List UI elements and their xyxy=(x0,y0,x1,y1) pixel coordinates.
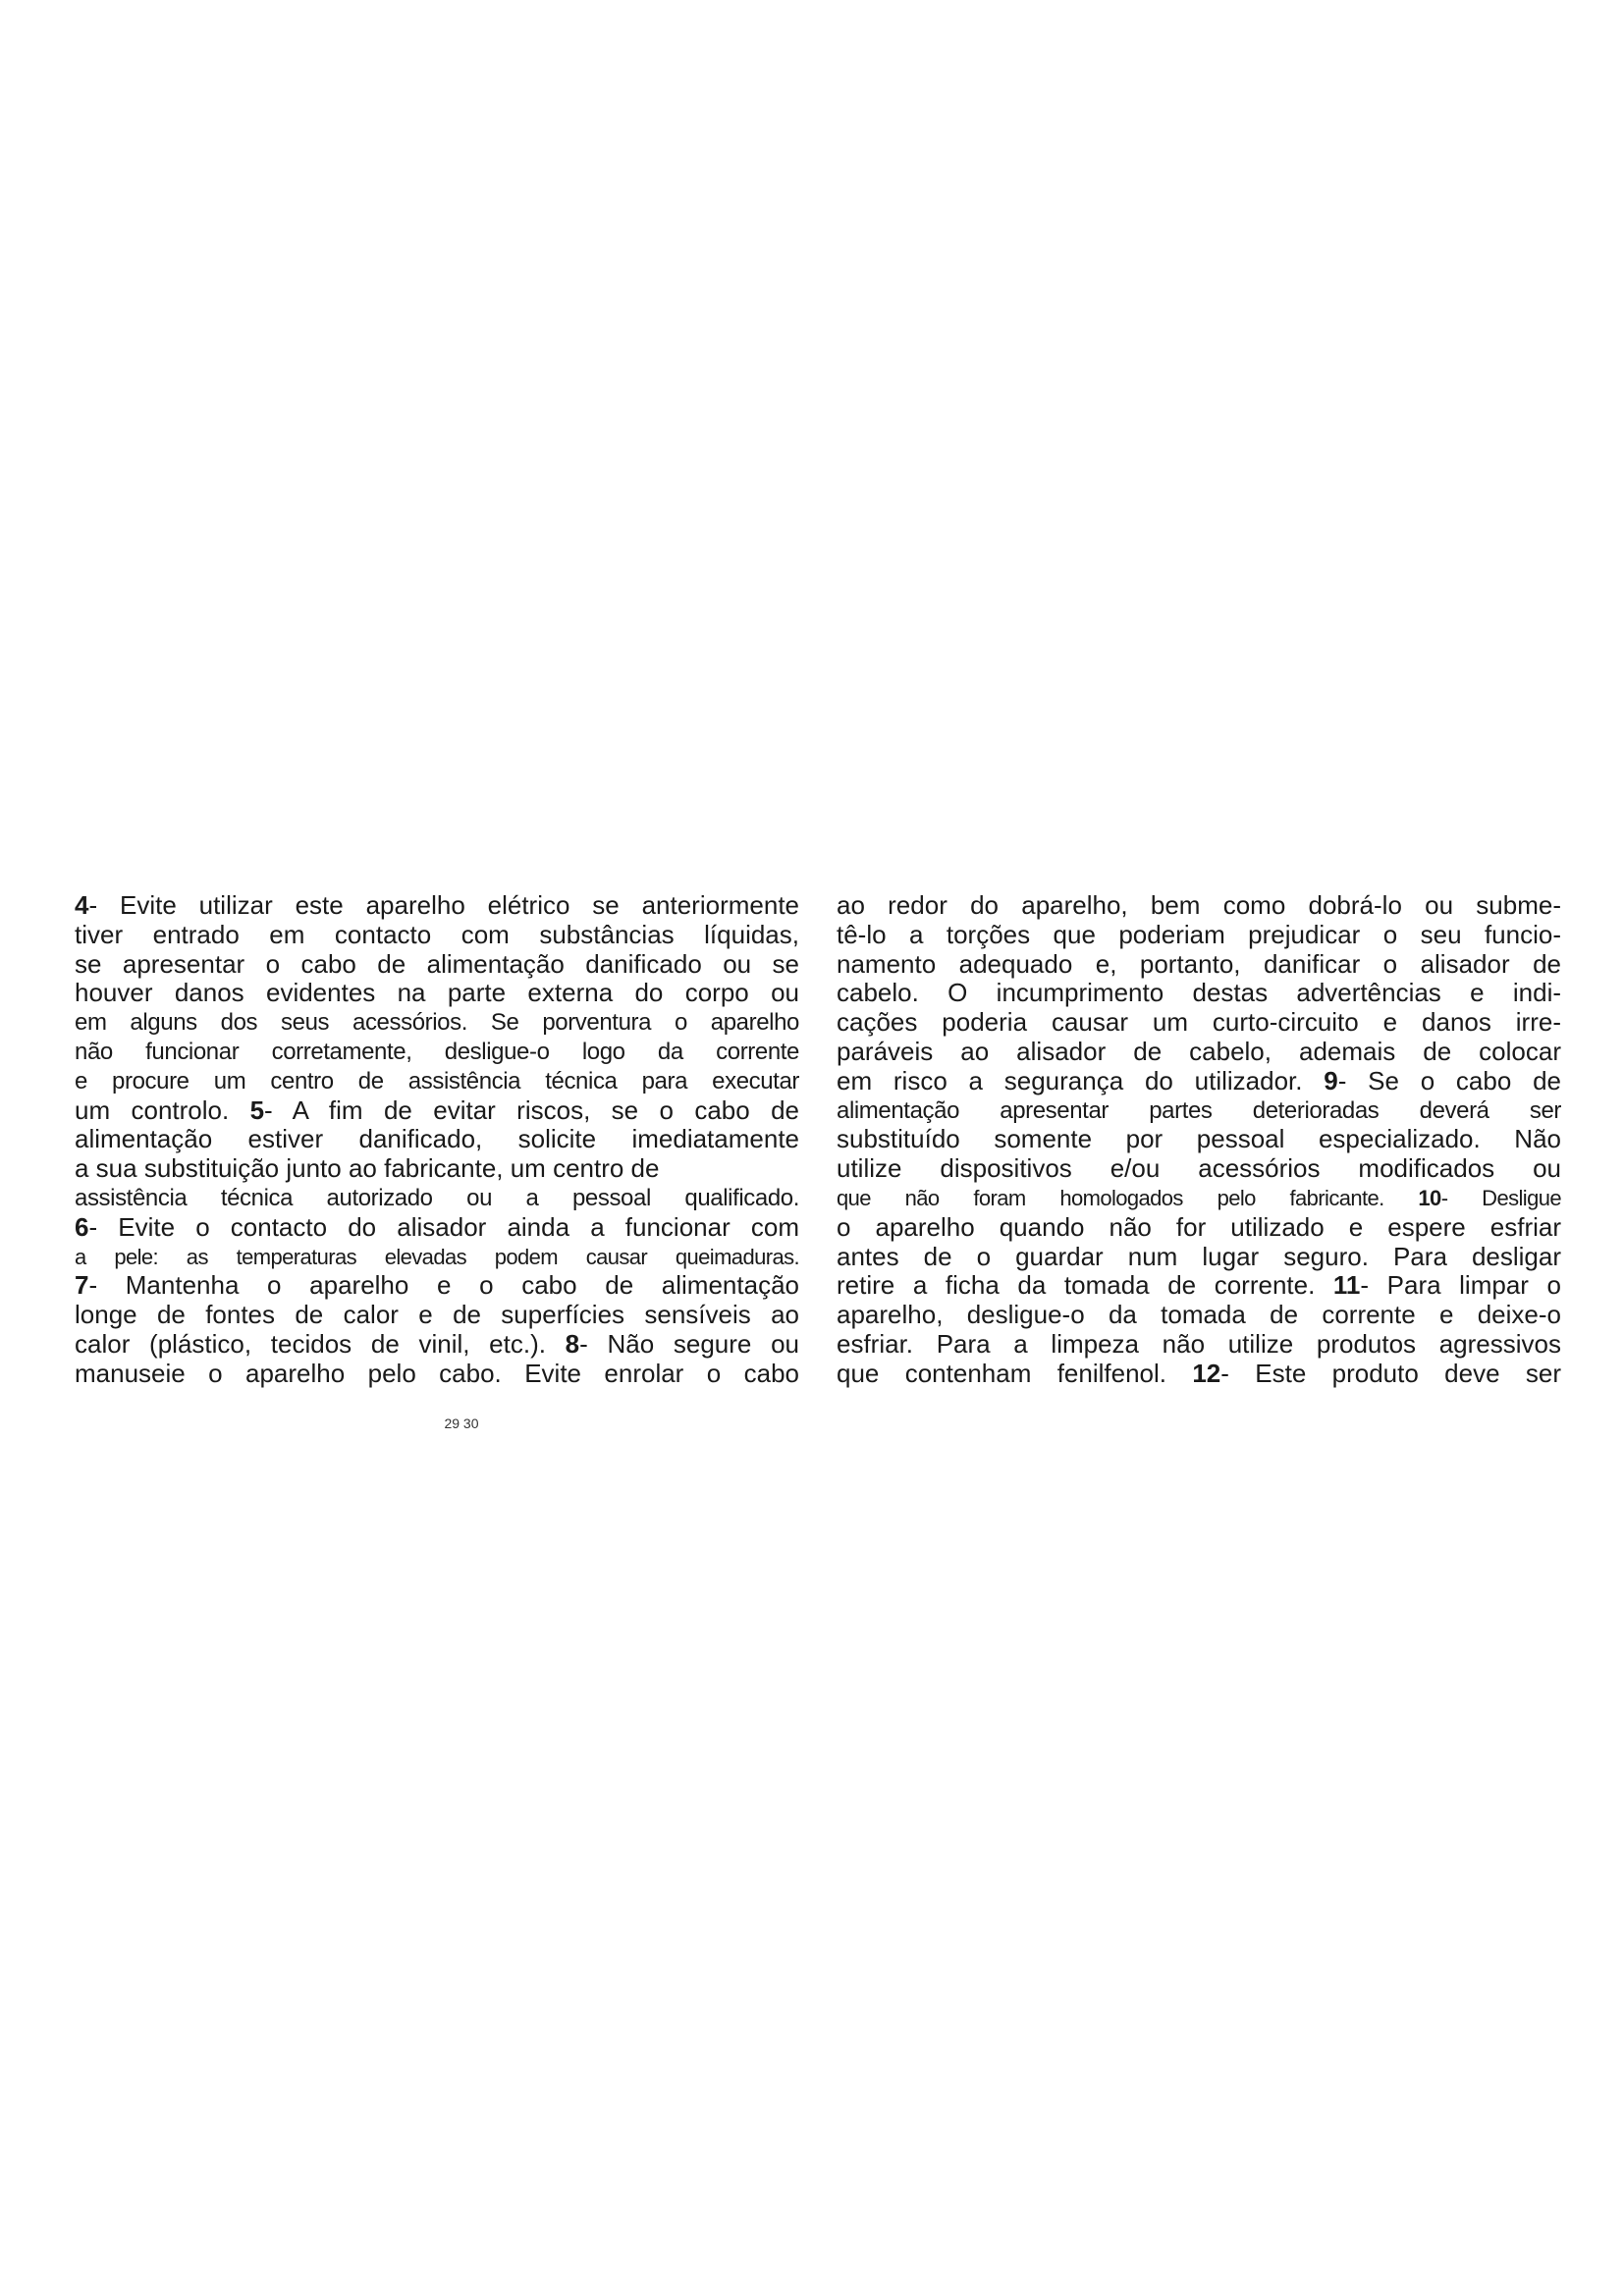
text-run: - Evite utilizar este aparelho elétrico se anteriormente xyxy=(88,890,799,920)
text-line xyxy=(837,1330,1561,1360)
text-run: longe de fontes de calor e de superfícies sensíveis ao xyxy=(75,1300,799,1330)
text-run: cações poderia causar um curto-circuito e danos irre- xyxy=(837,1007,1561,1038)
page-numbers: 29 30 xyxy=(444,1415,479,1431)
text-run: em alguns dos seus acessórios. Se porventura o aparelho xyxy=(75,1009,799,1037)
text-run: e procure um centro de assistência técnica para executar xyxy=(75,1067,799,1095)
text-run: o aparelho quando não for utilizado e espere esfriar xyxy=(837,1211,1561,1242)
item-number: 8 xyxy=(565,1328,580,1359)
item-number: 6 xyxy=(75,1211,89,1242)
text-line xyxy=(837,1213,1561,1243)
text-run: - Evite o contacto do alisador ainda a funcionar com xyxy=(88,1211,799,1242)
text-run: tiver entrado em contacto com substâncias líquidas, xyxy=(75,919,799,949)
text-line xyxy=(837,1096,1561,1126)
item-number: 5 xyxy=(249,1095,265,1125)
text-run: esfriar. Para a limpeza não utilize produtos agressivos xyxy=(837,1328,1561,1359)
text-line xyxy=(75,979,799,1008)
text-line xyxy=(837,1154,1561,1184)
item-number: 9 xyxy=(1324,1065,1338,1095)
text-line xyxy=(75,1360,799,1389)
text-run: - Desligue xyxy=(1440,1185,1561,1210)
text-run: manuseie o aparelho pelo cabo. Evite enrolar o cabo xyxy=(75,1358,799,1388)
text-line xyxy=(837,1038,1561,1067)
text-run: paráveis ao alisador de cabelo, ademais de colocar xyxy=(837,1036,1561,1066)
text-line xyxy=(837,891,1561,921)
right-column xyxy=(837,891,1561,1389)
text-run: - Se o cabo de xyxy=(1337,1065,1561,1095)
text-line xyxy=(837,950,1561,980)
text-line xyxy=(75,1271,799,1301)
text-line xyxy=(75,1154,799,1184)
text-line xyxy=(75,921,799,950)
text-run: retire a ficha da tomada de corrente. xyxy=(837,1270,1333,1301)
text-line xyxy=(837,1301,1561,1330)
text-run: houver danos evidentes na parte externa do corpo ou xyxy=(75,978,799,1008)
item-number: 11 xyxy=(1332,1270,1361,1301)
text-run: namento adequado e, portanto, danificar o alisador de xyxy=(837,948,1561,979)
text-line xyxy=(837,1271,1561,1301)
text-run: a pele: as temperaturas elevadas podem causar queimaduras. xyxy=(75,1244,799,1269)
text-run: em risco a segurança do utilizador. xyxy=(837,1065,1325,1095)
text-run: antes de o guardar num lugar seguro. Para desligar xyxy=(837,1241,1561,1271)
left-column xyxy=(75,891,799,1389)
text-run: alimentação apresentar partes deterioradas deverá ser xyxy=(837,1096,1561,1124)
text-line xyxy=(837,1067,1561,1096)
text-line xyxy=(75,1067,799,1096)
text-run: - Este produto deve ser xyxy=(1220,1358,1561,1388)
text-line xyxy=(75,1125,799,1154)
text-line xyxy=(75,1330,799,1360)
text-run: - Não segure ou xyxy=(579,1328,799,1359)
text-line xyxy=(837,1125,1561,1154)
text-run: substituído somente por pessoal especializado. Não xyxy=(837,1124,1561,1154)
text-line xyxy=(75,950,799,980)
text-line xyxy=(75,1038,799,1067)
text-line xyxy=(75,1301,799,1330)
text-run: - Para limpar o xyxy=(1360,1270,1561,1301)
text-line xyxy=(837,1184,1561,1213)
text-run: um controlo. xyxy=(75,1095,250,1125)
text-run: utilize dispositivos e/ou acessórios modificados ou xyxy=(837,1153,1561,1184)
item-number: 12 xyxy=(1192,1358,1221,1388)
text-line xyxy=(75,1008,799,1038)
text-line xyxy=(837,921,1561,950)
text-line xyxy=(837,1243,1561,1272)
text-run: alimentação estiver danificado, solicite imediatamente xyxy=(75,1124,799,1154)
item-number: 7 xyxy=(75,1270,89,1301)
text-run: - A fim de evitar riscos, se o cabo de xyxy=(264,1095,799,1125)
text-run: que não foram homologados pelo fabricante. xyxy=(837,1185,1419,1210)
text-run: que contenham fenilfenol. xyxy=(837,1358,1193,1388)
item-number: 10 xyxy=(1418,1185,1441,1210)
text-run: assistência técnica autorizado ou a pessoal qualificado. xyxy=(75,1184,799,1211)
text-run: a sua substituição junto ao fabricante, um centro de xyxy=(75,1153,660,1184)
text-line xyxy=(75,1184,799,1213)
text-line xyxy=(837,1360,1561,1389)
text-run: aparelho, desligue-o da tomada de corrente e deixe-o xyxy=(837,1300,1561,1330)
text-line xyxy=(837,979,1561,1008)
text-run: cabelo. O incumprimento destas advertências e indi- xyxy=(837,978,1561,1008)
text-run: se apresentar o cabo de alimentação danificado ou se xyxy=(75,948,799,979)
text-line xyxy=(75,1213,799,1243)
text-run: não funcionar corretamente, desligue-o logo da corrente xyxy=(75,1038,799,1065)
text-line xyxy=(75,891,799,921)
text-run: tê-lo a torções que poderiam prejudicar o seu funcio- xyxy=(837,919,1561,949)
text-line xyxy=(75,1243,799,1272)
text-run: - Mantenha o aparelho e o cabo de alimentação xyxy=(88,1270,799,1301)
item-number: 4 xyxy=(75,890,89,920)
text-run: ao redor do aparelho, bem como dobrá-lo ou subme- xyxy=(837,890,1561,920)
text-line xyxy=(837,1008,1561,1038)
text-run: calor (plástico, tecidos de vinil, etc.). xyxy=(75,1328,566,1359)
text-line xyxy=(75,1096,799,1126)
